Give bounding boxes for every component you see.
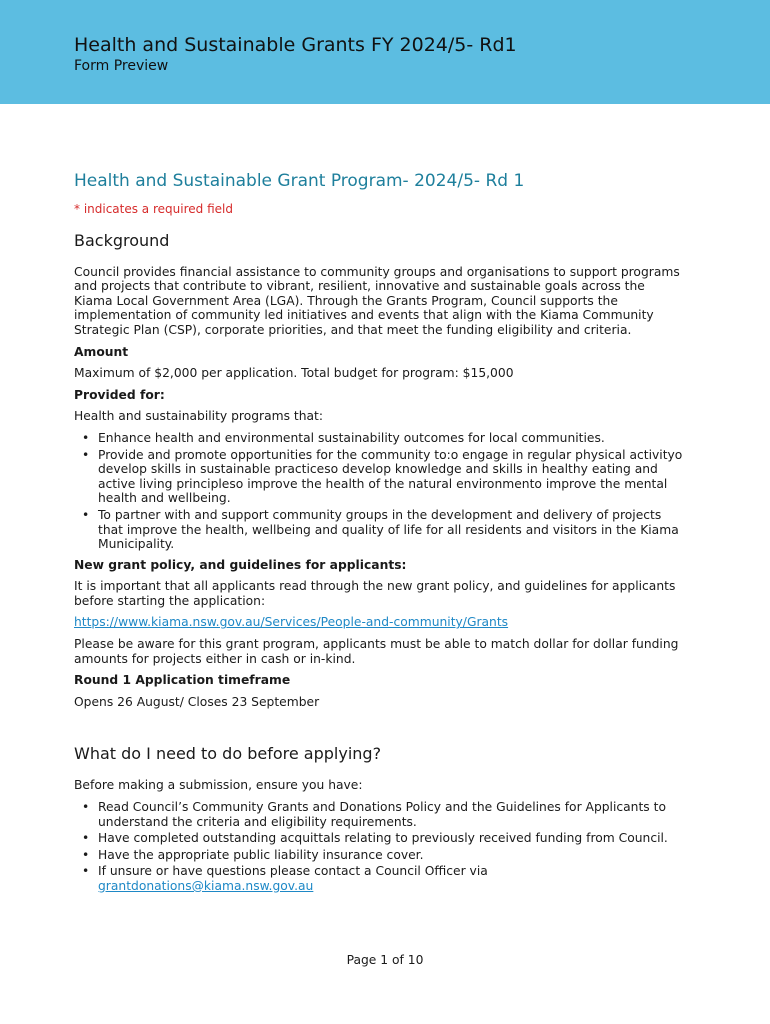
list-item: • Enhance health and environmental sustainability outcomes for local communities. bbox=[82, 430, 605, 445]
before-applying-heading: What do I need to do before applying? bbox=[74, 744, 382, 764]
bullet-icon: • bbox=[82, 507, 90, 522]
list-item: • Have completed outstanding acquittals relating to previously received funding from Council. bbox=[82, 831, 668, 846]
page-number: Page 1 of 10 bbox=[346, 953, 424, 967]
page-subtitle: Form Preview bbox=[74, 58, 169, 74]
round-label: Round 1 Application timeframe bbox=[74, 673, 291, 688]
policy-label: New grant policy, and guidelines for applicants: bbox=[74, 557, 407, 572]
list-item: • If unsure or have questions please contact a Council Officer via grantdonations@kiama.nsw.gov.au bbox=[82, 864, 488, 893]
round-timeframe: Opens 26 August/ Closes 23 September bbox=[74, 694, 320, 709]
bullet-icon: • bbox=[82, 864, 90, 879]
background-intro: Council provides financial assistance to community groups and organisations to support programs and projects that contribute to vibrant, resilient, innovative and sustainable goals across the Kiama Local Government Area (LGA). Through the Grants Program, Council supports the implementation of community led initiatives and events that align with the Kiama Community Strategic Plan (CSP), corporate priorities, and that meet the funding eligibility and criteria. bbox=[74, 264, 680, 337]
before-applying-list bbox=[74, 800, 684, 894]
background-heading: Background bbox=[74, 230, 170, 250]
required-field-note: * indicates a required field bbox=[74, 202, 233, 216]
page-title: Health and Sustainable Grants FY 2024/5- Rd1 bbox=[74, 34, 517, 56]
amount-text: Maximum of $2,000 per application. Total budget for program: $15,000 bbox=[74, 366, 514, 381]
provided-label: Provided for: bbox=[74, 387, 165, 402]
match-funding-text: Please be aware for this grant program, applicants must be able to match dollar for dollar funding amounts for projects either in cash or in-kind. bbox=[74, 637, 679, 666]
list-item: • Provide and promote opportunities for the community to:o engage in regular physical activityo develop skills in sustainable practiceso develop knowledge and skills in healthy eating and active living principleso improve the health of the natural environmento improve the mental health and wellbeing. bbox=[82, 447, 683, 506]
policy-text: It is important that all applicants read through the new grant policy, and guidelines for applicants before starting the application: bbox=[74, 579, 676, 608]
form-title: Health and Sustainable Grant Program- 2024/5- Rd 1 bbox=[74, 171, 525, 191]
list-item: • To partner with and support community groups in the development and delivery of projects that improve the health, wellbeing and quality of life for all residents and visitors in the Kiama Municipality. bbox=[82, 507, 679, 552]
bullet-icon: • bbox=[82, 447, 90, 462]
bullet-icon: • bbox=[82, 847, 90, 862]
before-applying-intro: Before making a submission, ensure you have: bbox=[74, 778, 363, 793]
bullet-icon: • bbox=[82, 800, 90, 815]
contact-email-link[interactable]: grantdonations@kiama.nsw.gov.au bbox=[98, 879, 314, 893]
list-item: • Read Council’s Community Grants and Donations Policy and the Guidelines for Applicants to understand the criteria and eligibility requirements. bbox=[82, 800, 666, 829]
header-banner bbox=[0, 0, 770, 104]
grants-policy-link[interactable]: https://www.kiama.nsw.gov.au/Services/People-and-community/Grants bbox=[74, 615, 509, 630]
bullet-icon: • bbox=[82, 831, 90, 846]
provided-list bbox=[74, 431, 684, 552]
list-item: • Have the appropriate public liability insurance cover. bbox=[82, 847, 424, 862]
bullet-icon: • bbox=[82, 430, 90, 445]
form-content bbox=[74, 170, 684, 900]
provided-intro: Health and sustainability programs that: bbox=[74, 409, 324, 424]
amount-label: Amount bbox=[74, 344, 129, 359]
